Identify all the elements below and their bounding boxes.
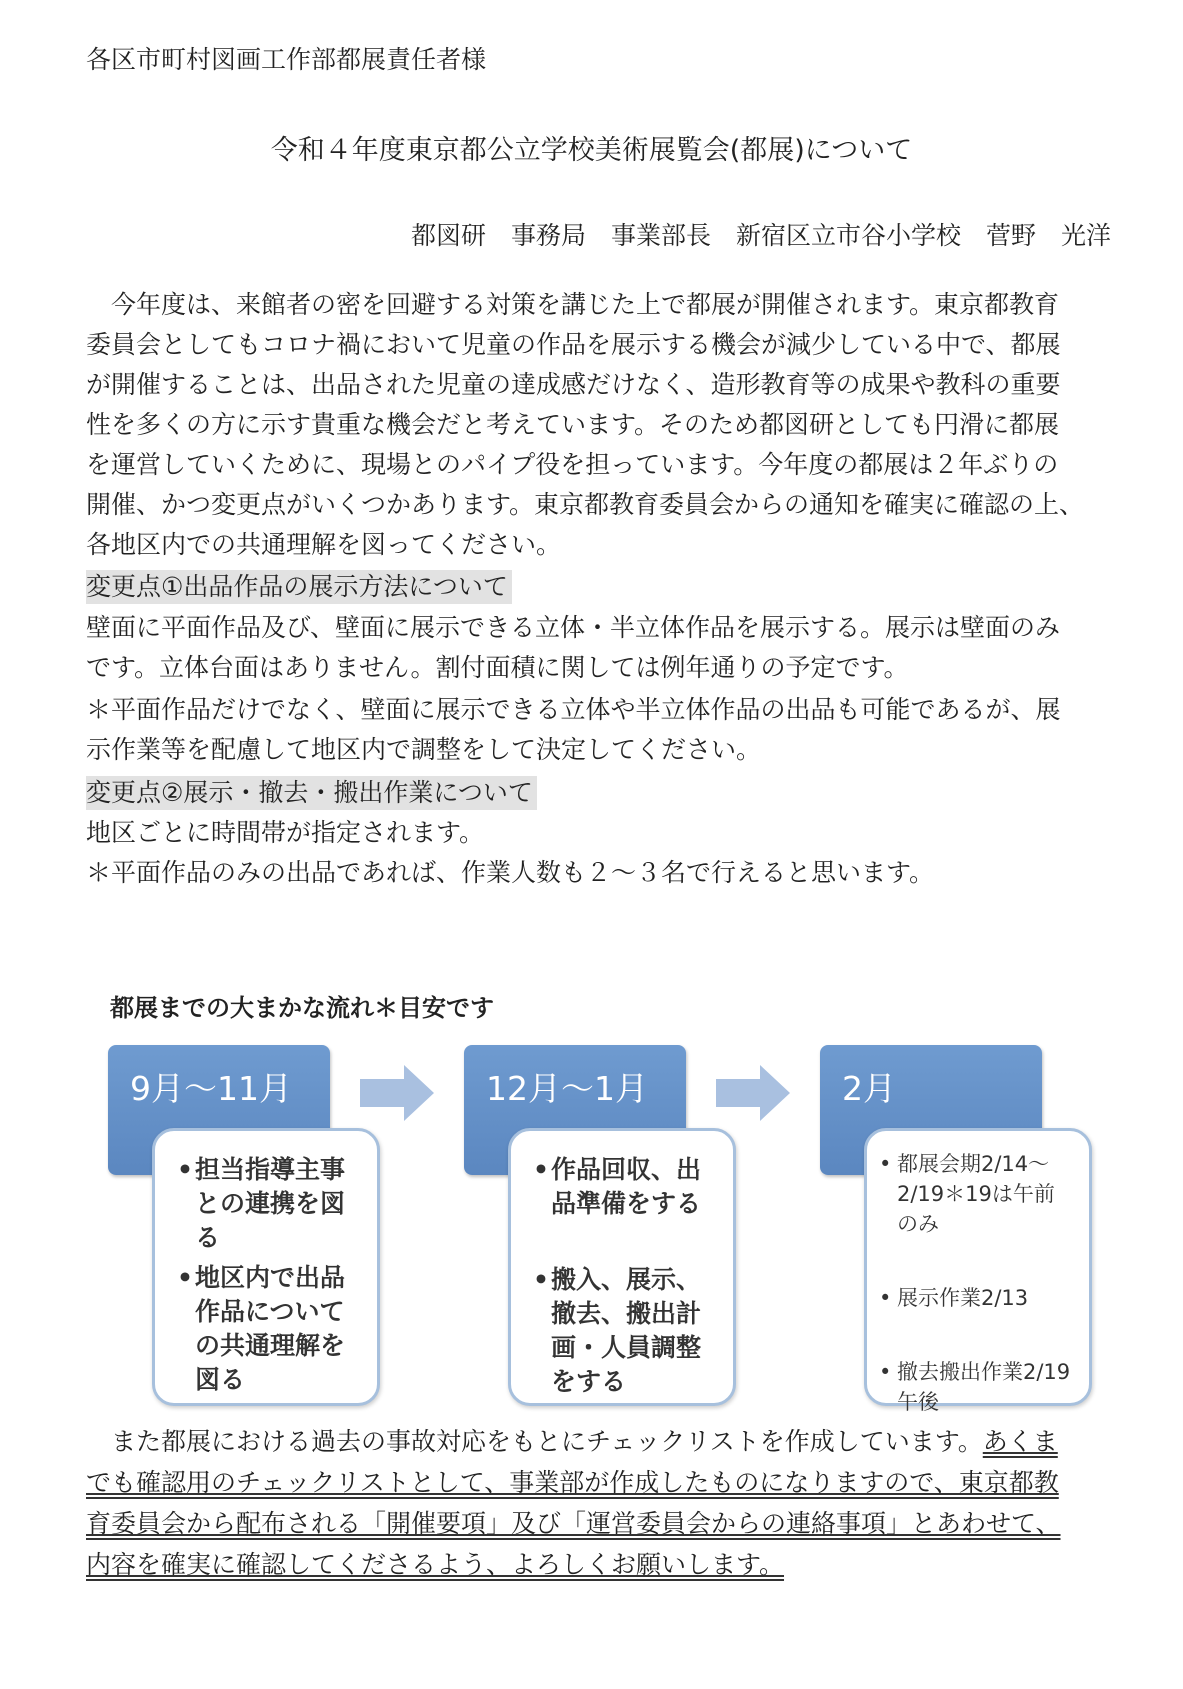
phase-item: • 担当指導主事との連携を図る: [173, 1153, 357, 1255]
phase-item: • 地区内で出品作品についての共通理解を図る: [173, 1261, 357, 1397]
author-line: 都図研 事務局 事業部長 新宿区立市谷小学校 菅野 光洋: [410, 221, 1111, 250]
change1-line: 示作業等を配慮して地区内で調整をして決定してください。: [86, 735, 762, 764]
flow-title: 都展までの大まかな流れ＊目安です: [110, 994, 494, 1022]
phase-item: • 搬入、展示、撤去、搬出計画・人員調整をする: [529, 1263, 713, 1399]
change2-heading: 変更点②展示・撤去・搬出作業について: [86, 776, 537, 810]
intro-line: 性を多くの方に示す貴重な機会だと考えています。そのため都図研としても円滑に都展: [86, 410, 1060, 439]
arrow-right-icon: [360, 1065, 434, 1121]
addressee: 各区市町村図画工作部都展責任者様: [86, 45, 487, 74]
phase-item: • 展示作業2/13: [875, 1283, 1075, 1313]
intro-line: を運営していくために、現場とのパイプ役を担っています。今年度の都展は２年ぶりの: [86, 450, 1059, 479]
closing-plain: また都展における過去の事故対応をもとにチェックリストを作成しています。: [86, 1427, 983, 1456]
change2-line: ＊平面作品のみの出品であれば、作業人数も２～３名で行えると思います。: [86, 858, 935, 887]
closing-underlined-line: 育委員会から配布される「開催要項」及び「運営委員会からの連絡事項」とあわせて、: [86, 1509, 1061, 1538]
change1-line: 壁面に平面作品及び、壁面に展示できる立体・半立体作品を展示する。展示は壁面のみ: [86, 613, 1061, 642]
phase-item: • 作品回収、出品準備をする: [529, 1153, 713, 1221]
intro-line: 各地区内での共通理解を図ってください。: [86, 530, 562, 559]
phase-item: • 都展会期2/14～2/19＊19は午前のみ: [875, 1149, 1075, 1239]
phase-detail-2: [508, 1128, 736, 1406]
document-title: 令和４年度東京都公立学校美術展覧会(都展)について: [270, 135, 913, 166]
closing-underlined: あくま: [982, 1427, 1058, 1456]
closing-line: [86, 1425, 1058, 1459]
phase-detail-1: [152, 1128, 380, 1406]
intro-line: が開催することは、出品された児童の達成感だけなく、造形教育等の成果や教科の重要: [86, 370, 1061, 399]
intro-line: 委員会としてもコロナ禍において児童の作品を展示する機会が減少している中で、都展: [86, 330, 1061, 359]
phase-label: 2月: [842, 1069, 896, 1108]
closing-underlined-line: 内容を確実に確認してくださるよう、よろしくお願いします。: [86, 1550, 785, 1579]
phase-detail-3: [864, 1128, 1092, 1414]
phase-label: 9月～11月: [130, 1069, 292, 1108]
arrow-right-icon: [716, 1065, 790, 1121]
intro-line: 開催、かつ変更点がいくつかあります。東京都教育委員会からの通知を確実に確認の上、: [86, 490, 1085, 519]
change1-line: です。立体台面はありません。割付面積に関しては例年通りの予定です。: [86, 653, 909, 682]
phase-label: 12月～1月: [486, 1069, 648, 1108]
intro-line: 今年度は、来館者の密を回避する対策を講じた上で都展が開催されます。東京都教育: [86, 290, 1060, 319]
closing-underlined-line: でも確認用のチェックリストとして、事業部が作成したものになりますので、東京都教: [86, 1468, 1059, 1497]
change1-heading: 変更点①出品作品の展示方法について: [86, 570, 512, 604]
change1-line: ＊平面作品だけでなく、壁面に展示できる立体や半立体作品の出品も可能であるが、展: [86, 695, 1061, 724]
phase-item: • 撤去搬出作業2/19午後: [875, 1357, 1075, 1417]
change2-line: 地区ごとに時間帯が指定されます。: [86, 818, 485, 847]
